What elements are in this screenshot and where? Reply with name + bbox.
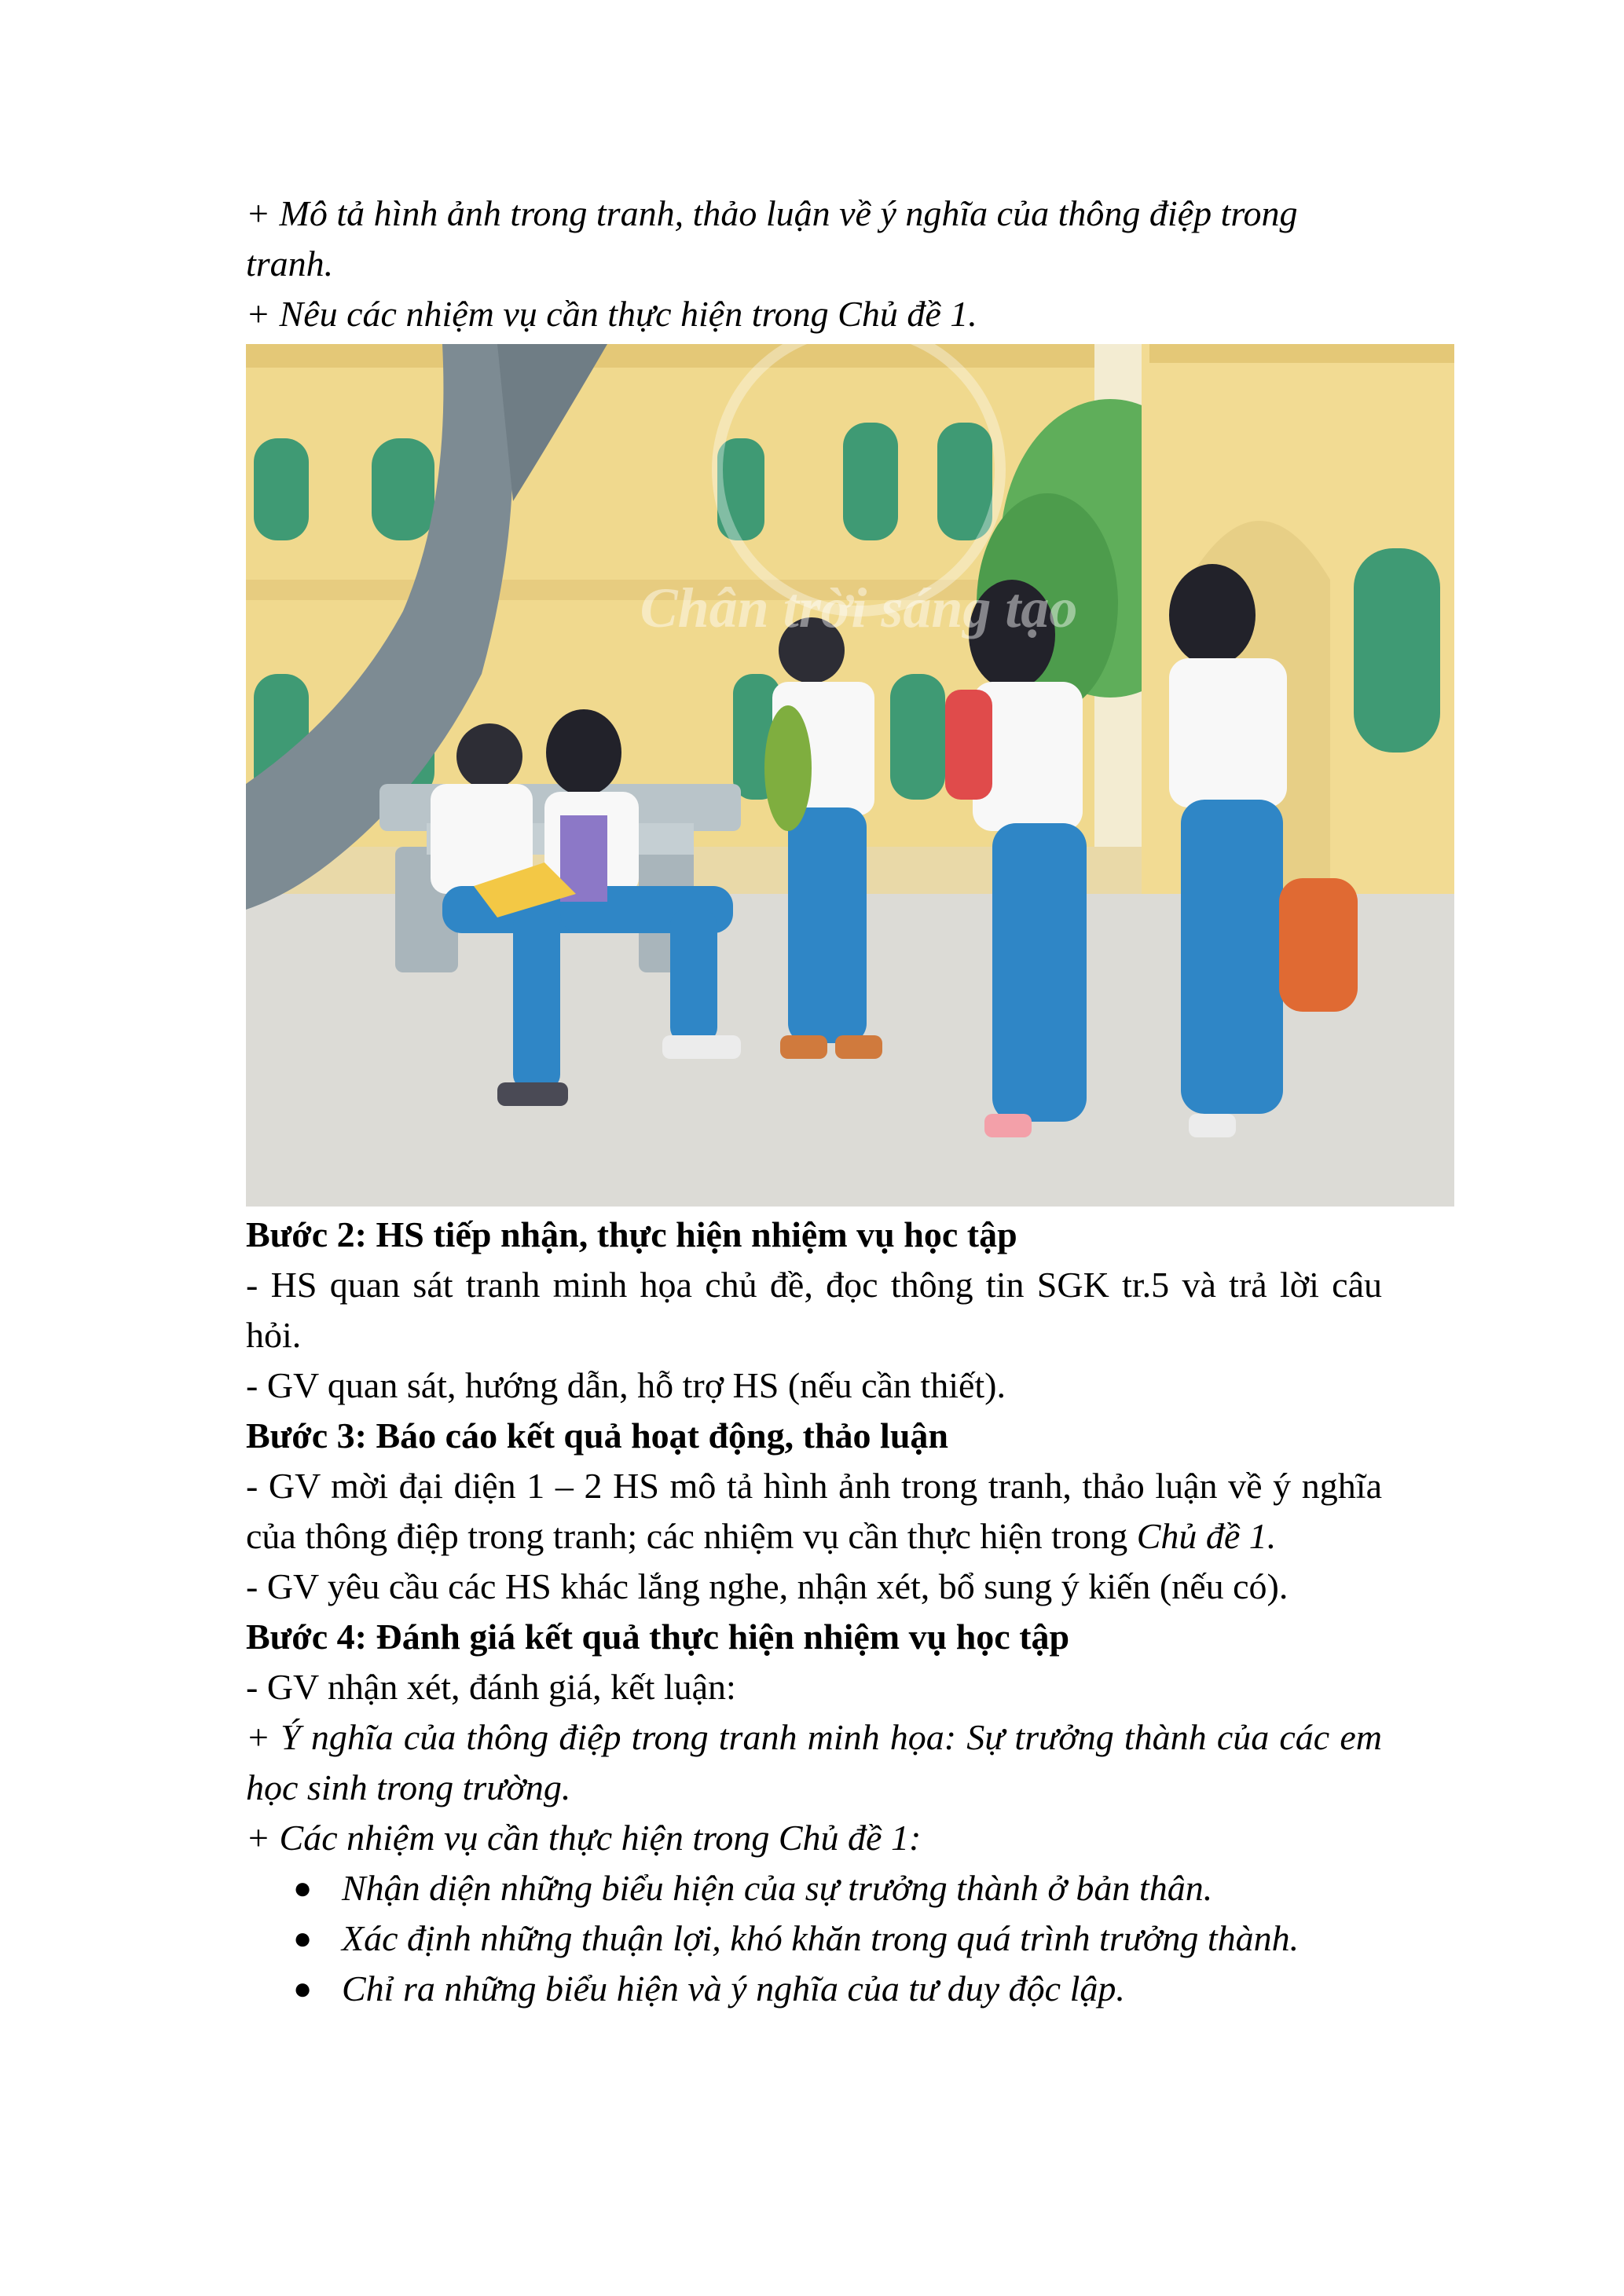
step3-heading: Bước 3: Báo cáo kết quả hoạt động, thảo luận	[246, 1415, 948, 1456]
step2-line-teacher: - GV quan sát, hướng dẫn, hỗ trợ HS (nếu cần thiết).	[246, 1365, 1006, 1405]
bullet-icon: ●	[293, 1921, 313, 1956]
list-item-text: Chỉ ra những biểu hiện và ý nghĩa của tư duy độc lập.	[342, 1968, 1125, 2009]
list-item-text: Xác định những thuận lợi, khó khăn trong quá trình trưởng thành.	[342, 1918, 1300, 1958]
intro-line-tasks: + Nêu các nhiệm vụ cần thực hiện trong Chủ đề 1.	[246, 294, 977, 334]
document-content	[246, 189, 1382, 2014]
school-courtyard-illustration	[246, 344, 1454, 1207]
step4-line-conclusion: - GV nhận xét, đánh giá, kết luận:	[246, 1667, 736, 1707]
step4-line-tasks-intro: + Các nhiệm vụ cần thực hiện trong Chủ đề 1:	[246, 1818, 922, 1858]
bullet-icon: ●	[293, 1870, 313, 1906]
step3-line-invite-text: - GV mời đại diện 1 – 2 HS mô tả hình ảnh trong tranh, thảo luận về ý nghĩa của thông điệp trong tranh; các nhiệm vụ cần thực hiện trong	[246, 1466, 1382, 1556]
step3-line-feedback: - GV yêu cầu các HS khác lắng nghe, nhận xét, bổ sung ý kiến (nếu có).	[246, 1566, 1289, 1606]
step3-line-invite	[246, 1461, 1382, 1562]
list-item	[293, 1863, 1382, 1913]
intro-line-describe: + Mô tả hình ảnh trong tranh, thảo luận về ý nghĩa của thông điệp trong tranh.	[246, 193, 1298, 284]
step2-line-students: - HS quan sát tranh minh họa chủ đề, đọc thông tin SGK tr.5 và trả lời câu hỏi.	[246, 1265, 1382, 1355]
step3-line-invite-topic: Chủ đề 1.	[1136, 1516, 1277, 1556]
list-item	[293, 1913, 1382, 1964]
step4-heading: Bước 4: Đánh giá kết quả thực hiện nhiệm vụ học tập	[246, 1617, 1070, 1657]
step4-line-meaning: + Ý nghĩa của thông điệp trong tranh minh họa: Sự trưởng thành của các em học sinh trong trường.	[246, 1717, 1382, 1807]
list-item-text: Nhận diện những biểu hiện của sự trưởng thành ở bản thân.	[342, 1868, 1213, 1908]
illustration-watermark: Chân trời sáng tạo	[640, 577, 1078, 639]
list-item	[293, 1964, 1382, 2014]
step2-heading: Bước 2: HS tiếp nhận, thực hiện nhiệm vụ học tập	[246, 1214, 1017, 1254]
bullet-icon: ●	[293, 1971, 313, 2006]
